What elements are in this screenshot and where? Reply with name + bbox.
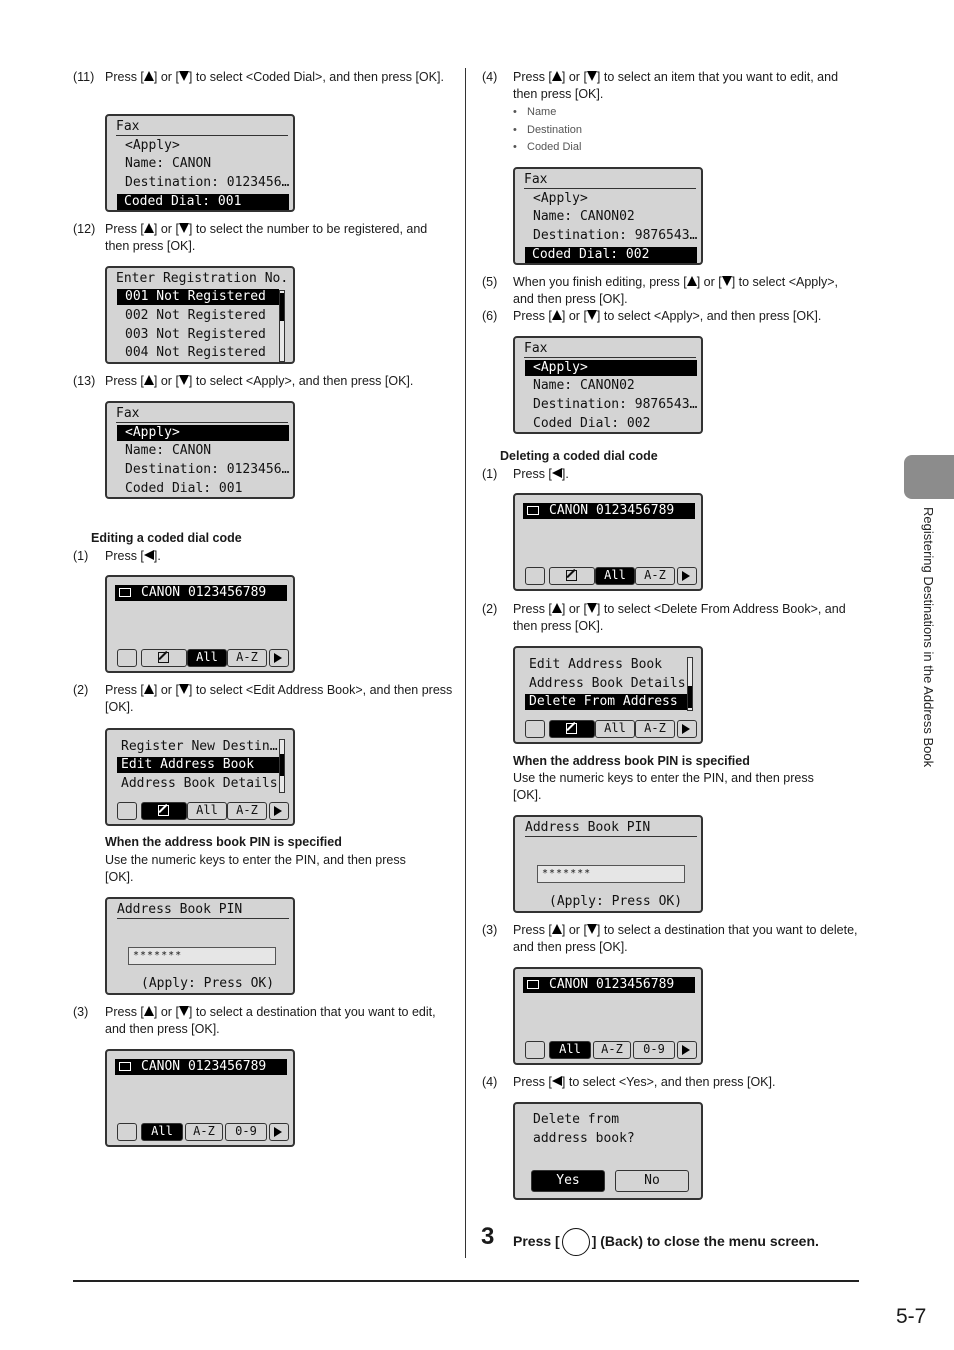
next-button bbox=[269, 802, 289, 820]
header-bar: CANON 0123456789 bbox=[115, 585, 287, 601]
lcd-destination-list bbox=[513, 967, 703, 1065]
pin-instructions: Use the numeric keys to enter the PIN, and then press [OK]. bbox=[513, 771, 814, 802]
address-book-icon bbox=[527, 980, 539, 989]
lcd-fax-edit: Fax <Apply> Name: CANON02 Destination: 9876543… Coded Dial: 002 bbox=[513, 167, 703, 265]
subheading: When the address book PIN is specified bbox=[513, 754, 750, 768]
blank-button bbox=[525, 1041, 545, 1059]
lcd-registration-number: Enter Registration No. 001 Not Registered 002 Not Registered 003 Not Registered 004 Not Registered bbox=[105, 266, 295, 364]
down-arrow-icon bbox=[587, 924, 597, 934]
lcd-menu-delete: Edit Address Book Address Book Details Delete From Address All A-Z bbox=[513, 646, 703, 744]
next-button bbox=[269, 1123, 289, 1141]
step-number: (11) bbox=[73, 70, 95, 84]
chapter-tab-label: Registering Destinations in the Address Book bbox=[921, 507, 936, 768]
header-bar: CANON 0123456789 bbox=[523, 977, 695, 993]
step-text: Press [ ] or [ ] to select <Apply>, and then press [OK]. bbox=[105, 374, 414, 388]
left-arrow-icon bbox=[144, 550, 154, 560]
pencil-icon bbox=[566, 570, 577, 581]
step-number: (2) bbox=[482, 602, 498, 616]
left-arrow-icon bbox=[552, 1076, 562, 1086]
selected-row: <Apply> bbox=[117, 425, 289, 441]
step-number: (1) bbox=[73, 549, 89, 563]
step-text: Press [ ] or [ ] to select <Apply>, and then press [OK]. bbox=[513, 309, 822, 323]
list-item: • Name bbox=[513, 104, 582, 122]
step-number: (4) bbox=[482, 1075, 498, 1089]
scrollbar bbox=[279, 290, 285, 362]
pencil-icon bbox=[566, 723, 577, 734]
all-button: All bbox=[595, 567, 635, 585]
az-button: A-Z bbox=[185, 1123, 223, 1141]
up-arrow-icon bbox=[144, 684, 154, 694]
step-text: Press [ ] or [ ] to select <Edit Address Book>, and then press [OK]. bbox=[105, 683, 453, 714]
subheading: When the address book PIN is specified bbox=[105, 835, 342, 849]
right-arrow-icon bbox=[682, 724, 690, 734]
step-number: (2) bbox=[73, 683, 89, 697]
lcd-confirm-delete: Delete from address book? Yes No bbox=[513, 1102, 703, 1200]
next-button bbox=[677, 1041, 697, 1059]
section-heading: Deleting a coded dial code bbox=[500, 449, 658, 463]
step-text: Press [ ] or [ ] to select an item that you want to edit, and then press [OK]. bbox=[513, 70, 839, 101]
step-text: When you finish editing, press [ ] or [ ] to select <Apply>, and then press [OK]. bbox=[513, 275, 839, 306]
blank-button bbox=[525, 720, 545, 738]
up-arrow-icon bbox=[552, 71, 562, 81]
lcd-destination-list bbox=[105, 1049, 295, 1147]
lcd-pin: Address Book PIN ******* (Apply: Press OK) bbox=[105, 897, 295, 995]
blank-button bbox=[525, 567, 545, 585]
chapter-tab-label-wrap bbox=[917, 507, 941, 817]
right-arrow-icon bbox=[682, 1045, 690, 1055]
step-text: Press [ ] or [ ] to select <Delete From Address Book>, and then press [OK]. bbox=[513, 602, 846, 633]
step-number: (13) bbox=[73, 374, 96, 388]
edit-button bbox=[141, 649, 187, 667]
next-button bbox=[677, 720, 697, 738]
selected-row: Edit Address Book bbox=[117, 757, 279, 773]
step-text: Press [ ] (Back) to close the menu screen. bbox=[513, 1226, 819, 1256]
up-arrow-icon bbox=[144, 375, 154, 385]
list-item: • Coded Dial bbox=[513, 139, 582, 157]
right-arrow-icon bbox=[682, 571, 690, 581]
address-book-icon bbox=[527, 506, 539, 515]
lcd-fax-apply: Fax <Apply> Name: CANON Destination: 0123456… Coded Dial: 001 bbox=[105, 401, 295, 499]
edit-button bbox=[549, 567, 595, 585]
yes-button: Yes bbox=[531, 1170, 605, 1192]
scrollbar bbox=[687, 657, 693, 711]
down-arrow-icon bbox=[587, 71, 597, 81]
selected-row: <Apply> bbox=[525, 360, 697, 376]
09-button: 0-9 bbox=[633, 1041, 675, 1059]
all-button: All bbox=[187, 802, 227, 820]
lcd-pin: Address Book PIN ******* (Apply: Press OK) bbox=[513, 815, 703, 913]
step-number: 3 bbox=[481, 1223, 495, 1250]
step-text: Press [ ] or [ ] to select a destination that you want to edit, and then press [OK]. bbox=[105, 1005, 436, 1036]
right-arrow-icon bbox=[274, 1127, 282, 1137]
az-button: A-Z bbox=[635, 567, 675, 585]
step-number: (5) bbox=[482, 275, 498, 289]
selected-row: 001 Not Registered bbox=[117, 289, 279, 305]
next-button bbox=[677, 567, 697, 585]
lcd-menu-edit: Register New Destin… Edit Address Book Address Book Details All A-Z bbox=[105, 728, 295, 826]
column-divider bbox=[465, 68, 466, 1258]
up-arrow-icon bbox=[687, 276, 697, 286]
step-text: Press [ ]. bbox=[513, 467, 569, 481]
right-arrow-icon bbox=[274, 806, 282, 816]
all-button: All bbox=[187, 649, 227, 667]
up-arrow-icon bbox=[144, 71, 154, 81]
down-arrow-icon bbox=[179, 223, 189, 233]
selected-row: Coded Dial: 001 bbox=[117, 194, 289, 210]
edit-button bbox=[141, 802, 187, 820]
az-button: A-Z bbox=[593, 1041, 631, 1059]
blank-button bbox=[117, 1123, 137, 1141]
pin-instructions: Use the numeric keys to enter the PIN, and then press [OK]. bbox=[105, 853, 406, 884]
lcd-fax-apply: Fax <Apply> Name: CANON02 Destination: 9876543… Coded Dial: 002 bbox=[513, 336, 703, 434]
step-number: (4) bbox=[482, 70, 498, 84]
bullet-list bbox=[513, 104, 582, 157]
az-button: A-Z bbox=[227, 649, 267, 667]
step-number: (6) bbox=[482, 309, 498, 323]
step-number: (3) bbox=[482, 923, 498, 937]
confirm-buttons bbox=[531, 1170, 691, 1192]
az-button: A-Z bbox=[227, 802, 267, 820]
up-arrow-icon bbox=[144, 223, 154, 233]
all-button: All bbox=[141, 1123, 183, 1141]
left-arrow-icon bbox=[552, 468, 562, 478]
pencil-icon bbox=[158, 805, 169, 816]
down-arrow-icon bbox=[179, 375, 189, 385]
next-button bbox=[269, 649, 289, 667]
up-arrow-icon bbox=[552, 603, 562, 613]
selected-row: Delete From Address bbox=[525, 694, 687, 710]
right-arrow-icon bbox=[274, 653, 282, 663]
up-arrow-icon bbox=[552, 310, 562, 320]
down-arrow-icon bbox=[587, 310, 597, 320]
down-arrow-icon bbox=[179, 684, 189, 694]
step-text: Press [ ] or [ ] to select <Coded Dial>, and then press [OK]. bbox=[105, 70, 444, 84]
edit-button bbox=[549, 720, 595, 738]
no-button: No bbox=[615, 1170, 689, 1192]
section-heading: Editing a coded dial code bbox=[91, 531, 242, 545]
pin-input: ******* bbox=[537, 865, 685, 883]
lcd-home-screen bbox=[105, 575, 295, 673]
blank-button bbox=[117, 802, 137, 820]
az-button: A-Z bbox=[635, 720, 675, 738]
step-number: (3) bbox=[73, 1005, 89, 1019]
all-button: All bbox=[595, 720, 635, 738]
step-text: Press [ ] or [ ] to select a destination that you want to delete, and then press [OK]. bbox=[513, 923, 858, 954]
step-number: (12) bbox=[73, 222, 96, 236]
page-number: 5-7 bbox=[896, 1305, 927, 1328]
down-arrow-icon bbox=[179, 71, 189, 81]
blank-button bbox=[117, 649, 137, 667]
list-item: • Destination bbox=[513, 122, 582, 140]
lcd-home-screen bbox=[513, 493, 703, 591]
pencil-icon bbox=[158, 652, 169, 663]
up-arrow-icon bbox=[552, 924, 562, 934]
down-arrow-icon bbox=[179, 1006, 189, 1016]
header-bar: CANON 0123456789 bbox=[115, 1059, 287, 1075]
lcd-fax-coded-dial: Fax <Apply> Name: CANON Destination: 0123456… Coded Dial: 001 bbox=[105, 114, 295, 212]
scrollbar bbox=[279, 739, 285, 793]
step-number: (1) bbox=[482, 467, 498, 481]
back-key-icon bbox=[562, 1228, 590, 1256]
address-book-icon bbox=[119, 588, 131, 597]
pin-input: ******* bbox=[128, 947, 276, 965]
up-arrow-icon bbox=[144, 1006, 154, 1016]
09-button: 0-9 bbox=[225, 1123, 267, 1141]
step-text: Press [ ] or [ ] to select the number to be registered, and then press [OK]. bbox=[105, 222, 428, 253]
chapter-tab bbox=[904, 455, 954, 499]
step-text: Press [ ]. bbox=[105, 549, 161, 563]
selected-row: Coded Dial: 002 bbox=[525, 247, 697, 263]
footer-rule bbox=[73, 1280, 859, 1282]
down-arrow-icon bbox=[587, 603, 597, 613]
down-arrow-icon bbox=[722, 276, 732, 286]
header-bar: CANON 0123456789 bbox=[523, 503, 695, 519]
all-button: All bbox=[549, 1041, 591, 1059]
step-text: Press [ ] to select <Yes>, and then press [OK]. bbox=[513, 1075, 776, 1089]
address-book-icon bbox=[119, 1062, 131, 1071]
